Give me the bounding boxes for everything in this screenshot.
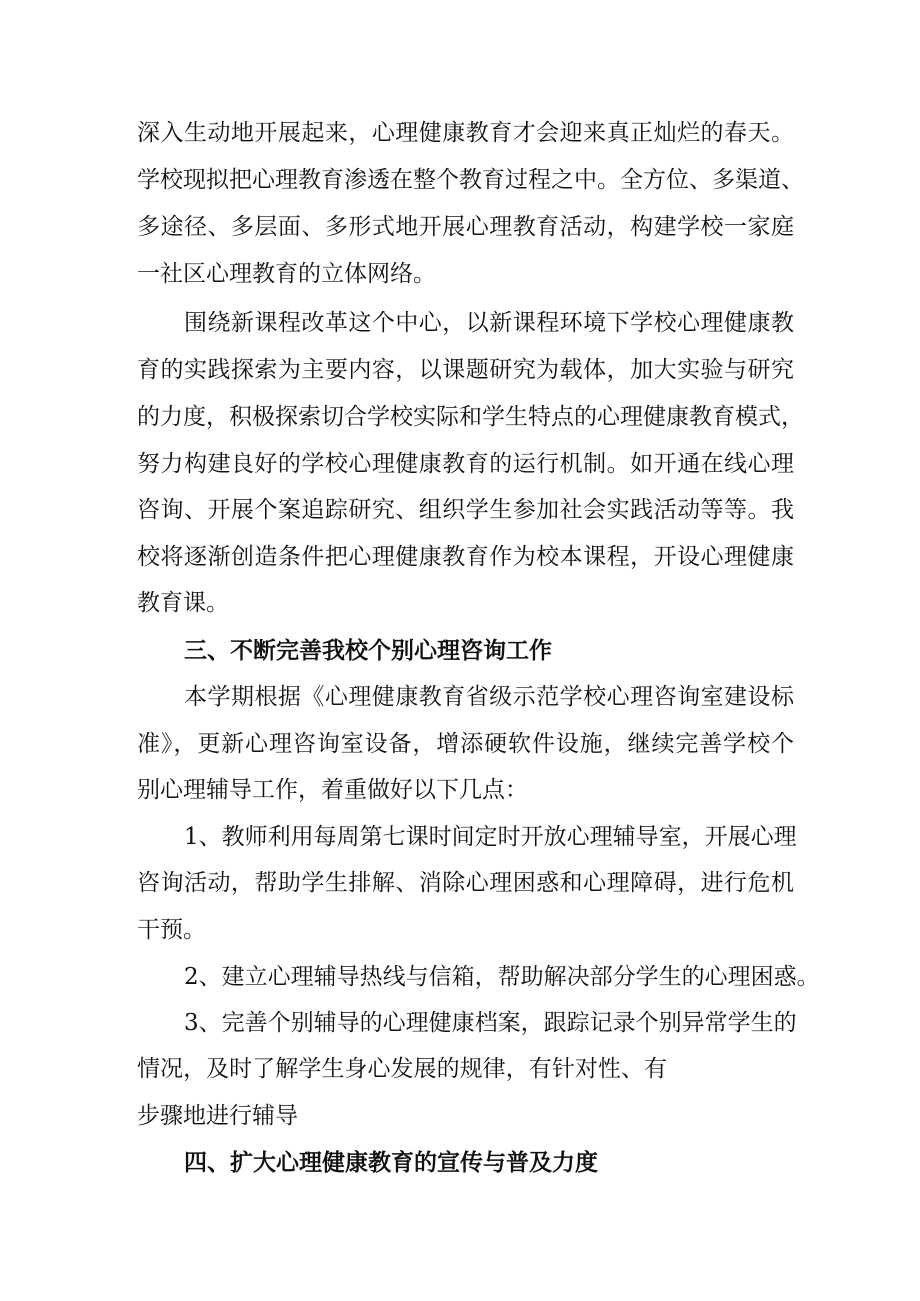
list-item-line: 1、教师利用每周第七课时间定时开放心理辅导室，开展心理 bbox=[184, 824, 797, 850]
paragraph-line: 校将逐渐创造条件把心理健康教育作为校本课程，开设心理健康 bbox=[137, 544, 794, 570]
paragraph-line: 别心理辅导工作，着重做好以下几点： bbox=[137, 777, 528, 803]
list-item-line: 步骤地进行辅导 bbox=[137, 1103, 298, 1129]
paragraph-line: 学校现拟把心理教育渗透在整个教育过程之中。全方位、多渠道、 bbox=[137, 167, 804, 193]
paragraph-line: 教育课。 bbox=[137, 590, 229, 616]
paragraph-line: 本学期根据《心理健康教育省级示范学校心理咨询室建设标 bbox=[184, 684, 794, 710]
paragraph-line: 咨询、开展个案追踪研究、组织学生参加社会实践活动等等。我 bbox=[137, 497, 794, 523]
list-item-line: 情况，及时了解学生身心发展的规律，有针对性、有 bbox=[137, 1056, 667, 1082]
paragraph-line: 多途径、多层面、多形式地开展心理教育活动，构建学校一家庭 bbox=[137, 214, 794, 240]
paragraph-line: 努力构建良好的学校心理健康教育的运行机制。如开通在线心理 bbox=[137, 451, 794, 477]
paragraph-line: 深入生动地开展起来，心理健康教育才会迎来真正灿烂的春天。 bbox=[137, 120, 794, 146]
list-item-line: 3、完善个别辅导的心理健康档案，跟踪记录个别异常学生的 bbox=[184, 1010, 797, 1036]
section-heading: 四、扩大心理健康教育的宣传与普及力度 bbox=[184, 1150, 598, 1176]
list-item-line: 咨询活动，帮助学生排解、消除心理困惑和心理障碍，进行危机 bbox=[137, 870, 794, 896]
paragraph-line: 一社区心理教育的立体网络。 bbox=[137, 261, 436, 287]
paragraph-line: 围绕新课程改革这个中心，以新课程环境下学校心理健康教 bbox=[184, 310, 794, 336]
list-item-line: 2、建立心理辅导热线与信箱，帮助解决部分学生的心理困惑。 bbox=[184, 964, 820, 990]
paragraph-line: 准》，更新心理咨询室设备，增添硬软件设施，继续完善学校个 bbox=[137, 731, 794, 757]
list-item-line: 干预。 bbox=[137, 917, 206, 943]
section-heading: 三、不断完善我校个别心理咨询工作 bbox=[184, 638, 552, 664]
paragraph-line: 的力度，积极探索切合学校实际和学生特点的心理健康教育模式， bbox=[137, 404, 804, 430]
paragraph-line: 育的实践探索为主要内容，以课题研究为载体，加大实验与研究 bbox=[137, 357, 794, 383]
